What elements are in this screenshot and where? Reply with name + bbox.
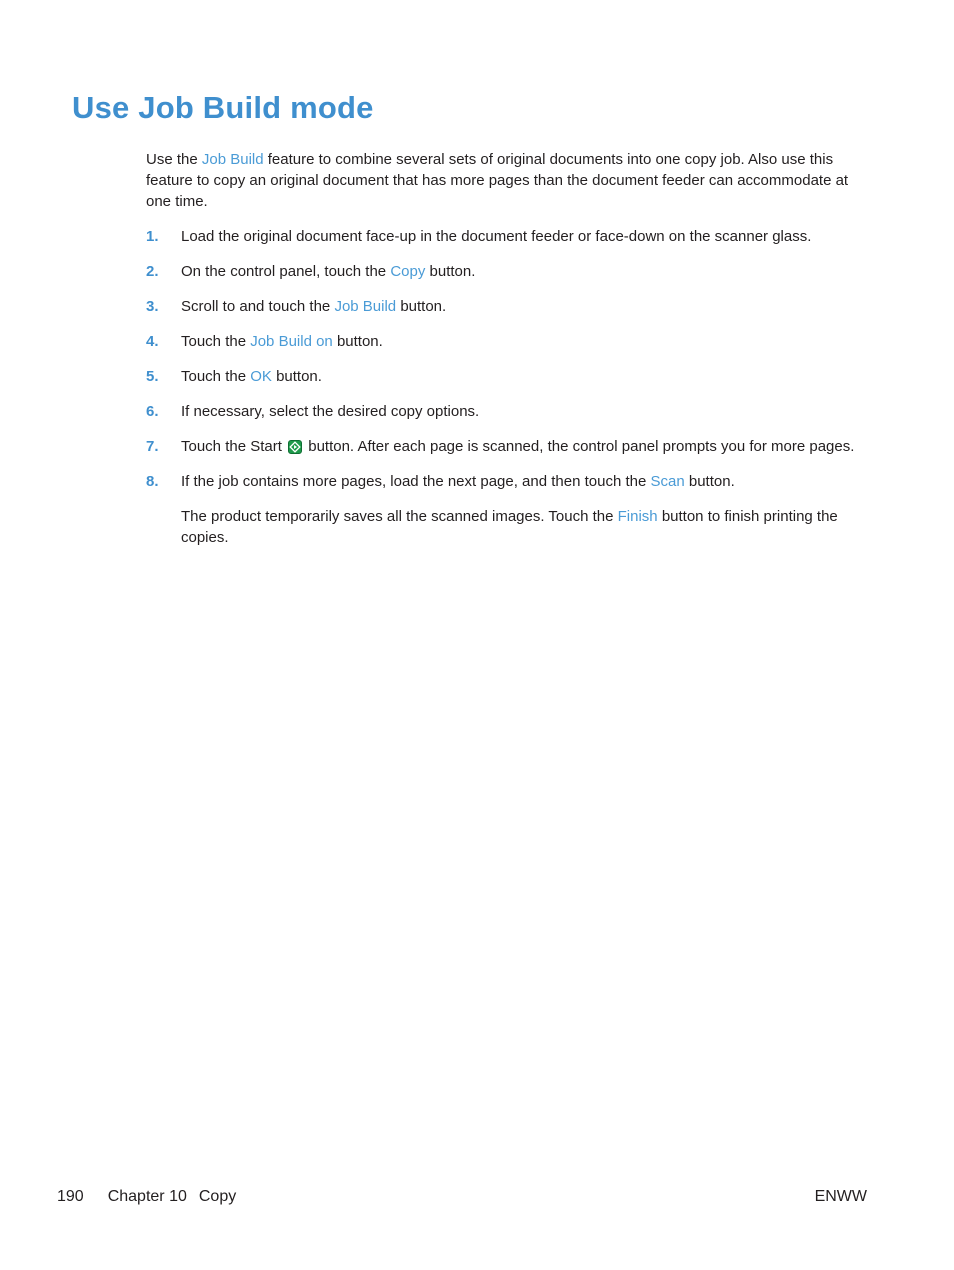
job-build-link[interactable]: Job Build xyxy=(334,298,397,315)
note-text: button to finish printing the copies. xyxy=(181,508,838,546)
start-button-icon xyxy=(288,440,302,454)
step-number: 4. xyxy=(146,333,159,350)
step-2 xyxy=(146,261,868,282)
step-8 xyxy=(146,471,868,548)
copy-link[interactable]: Copy xyxy=(390,263,426,280)
step-text: Touch the xyxy=(181,368,251,385)
step-text: Load the original document face-up in the document feeder or face-down on the scanner glass. xyxy=(181,228,812,245)
chapter-label: Chapter 10 xyxy=(107,1188,187,1205)
step-number: 6. xyxy=(146,403,159,420)
step-text: button. xyxy=(425,263,476,280)
step-3 xyxy=(146,296,868,317)
scan-link[interactable]: Scan xyxy=(650,473,685,490)
ok-link[interactable]: OK xyxy=(250,368,272,385)
step-number: 5. xyxy=(146,368,159,385)
step-text: button. xyxy=(396,298,447,315)
step-text: Scroll to and touch the xyxy=(181,298,335,315)
footer-right-label: ENWW xyxy=(814,1188,867,1205)
step-text: button. After each page is scanned, the control panel prompts you for more pages. xyxy=(304,438,855,455)
step-text: button. xyxy=(271,368,322,385)
step-text: If the job contains more pages, load the next page, and then touch the xyxy=(181,473,651,490)
step-7 xyxy=(146,436,868,457)
step-1 xyxy=(146,226,868,247)
job-build-on-link[interactable]: Job Build on xyxy=(250,333,333,350)
step-number: 3. xyxy=(146,298,159,315)
step-text: Touch the Start xyxy=(181,438,287,455)
step-note xyxy=(181,506,868,548)
intro-text: Use the xyxy=(146,151,202,168)
step-text: On the control panel, touch the xyxy=(181,263,391,280)
step-text: button. xyxy=(332,333,383,350)
section-label: Copy xyxy=(198,1188,237,1205)
finish-link[interactable]: Finish xyxy=(617,508,658,525)
footer-left xyxy=(57,1188,236,1206)
step-number: 1. xyxy=(146,228,159,245)
step-text: Touch the xyxy=(181,333,251,350)
intro-text: feature to combine several sets of original documents into one copy job. Also use this feature to copy an original document that has more pages than the document feeder can accommodate at one time. xyxy=(146,151,849,210)
step-6 xyxy=(146,401,868,422)
note-text: The product temporarily saves all the scanned images. Touch the xyxy=(181,508,618,525)
step-4 xyxy=(146,331,868,352)
job-build-link[interactable]: Job Build xyxy=(201,151,264,168)
step-number: 2. xyxy=(146,263,159,280)
step-5 xyxy=(146,366,868,387)
step-number: 8. xyxy=(146,473,159,490)
intro-paragraph xyxy=(146,149,868,212)
step-number: 7. xyxy=(146,438,159,455)
step-text: If necessary, select the desired copy options. xyxy=(181,403,480,420)
steps-list xyxy=(146,226,868,562)
page-number: 190 xyxy=(57,1188,84,1205)
step-text: button. xyxy=(684,473,735,490)
page-title: Use Job Build mode xyxy=(72,90,374,125)
